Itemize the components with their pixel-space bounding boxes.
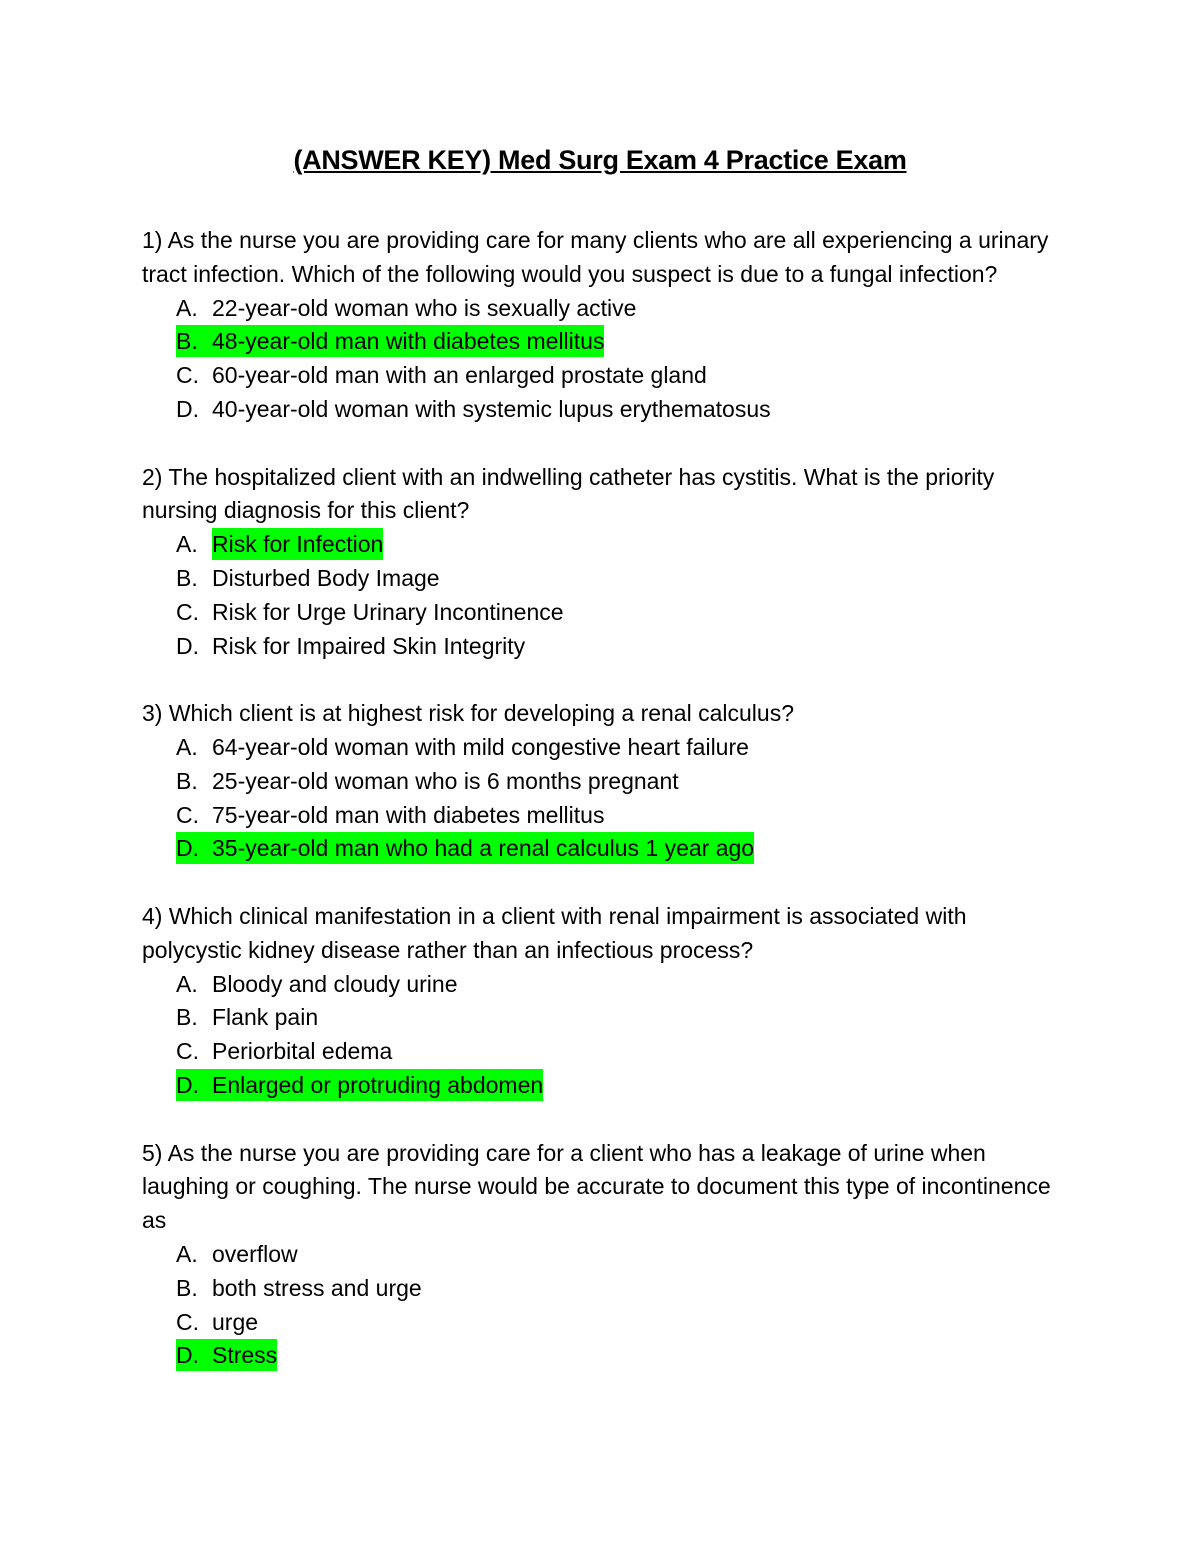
option-letter: A. [176, 970, 198, 997]
option-4d-correct-answer [142, 1069, 1072, 1103]
option-letter: C. [176, 801, 199, 828]
option-text: 75-year-old man with diabetes mellitus [212, 801, 605, 828]
option-1b-correct-answer [142, 325, 1072, 359]
answer-highlight: Risk for Infection [212, 528, 383, 560]
option-2a-correct-answer [142, 528, 1072, 562]
option-2c [142, 596, 1072, 630]
option-text: overflow [212, 1240, 298, 1267]
option-text: Stress [212, 1342, 278, 1369]
option-text: 40-year-old woman with systemic lupus erythematosus [212, 395, 771, 422]
option-text: Periorbital edema [212, 1038, 393, 1065]
option-text: 48-year-old man with diabetes mellitus [212, 328, 605, 355]
option-text: Flank pain [212, 1004, 319, 1031]
question-4 [142, 900, 1072, 1103]
option-4a [142, 968, 1072, 1002]
option-2d [142, 630, 1072, 664]
question-4-options [142, 968, 1072, 1103]
option-letter: C. [176, 1308, 199, 1335]
question-1 [142, 224, 1072, 427]
question-1-options [142, 292, 1072, 427]
answer-highlight [176, 1069, 543, 1101]
answer-highlight [176, 1339, 277, 1371]
question-5 [142, 1137, 1072, 1374]
question-2-options [142, 528, 1072, 663]
option-5a [142, 1238, 1072, 1272]
document-title: (ANSWER KEY) Med Surg Exam 4 Practice Exam [293, 145, 907, 175]
option-5b [142, 1272, 1072, 1306]
option-letter: B. [176, 1004, 198, 1031]
option-letter: D. [176, 1342, 199, 1369]
question-3 [142, 697, 1072, 866]
option-text: both stress and urge [212, 1274, 422, 1301]
question-2-text: 2) The hospitalized client with an indwelling catheter has cystitis. What is the priority nursing diagnosis for this client? [142, 463, 995, 524]
question-5-options [142, 1238, 1072, 1373]
option-1c [142, 359, 1072, 393]
option-letter: C. [176, 598, 199, 625]
option-1a [142, 292, 1072, 326]
question-5-text: 5) As the nurse you are providing care for a client who has a leakage of urine when laughing or coughing. The nurse would be accurate to document this type of incontinence as [142, 1139, 1051, 1234]
option-5c [142, 1306, 1072, 1340]
question-2 [142, 461, 1072, 664]
option-letter: A. [176, 733, 198, 760]
option-text: Enlarged or protruding abdomen [212, 1071, 544, 1098]
option-2b [142, 562, 1072, 596]
option-5d-correct-answer [142, 1339, 1072, 1373]
question-4-text: 4) Which clinical manifestation in a client with renal impairment is associated with polycystic kidney disease rather than an infectious process? [142, 902, 967, 963]
option-text: 22-year-old woman who is sexually active [212, 294, 637, 321]
option-text: 25-year-old woman who is 6 months pregnant [212, 767, 679, 794]
question-3-options [142, 731, 1072, 866]
option-text: 60-year-old man with an enlarged prostate gland [212, 362, 707, 389]
option-text: Risk for Impaired Skin Integrity [212, 632, 526, 659]
option-3a [142, 731, 1072, 765]
option-letter: A. [176, 1240, 198, 1267]
option-letter: B. [176, 1274, 198, 1301]
option-letter: B. [176, 564, 198, 591]
question-list [142, 224, 1072, 1407]
option-letter: D. [176, 1071, 199, 1098]
option-letter: A. [176, 531, 198, 558]
option-text: Bloody and cloudy urine [212, 970, 458, 997]
option-letter: A. [176, 294, 198, 321]
question-3-text: 3) Which client is at highest risk for developing a renal calculus? [142, 700, 794, 727]
option-3b [142, 765, 1072, 799]
option-4b [142, 1001, 1072, 1035]
option-text: 35-year-old man who had a renal calculus 1 year ago [212, 835, 755, 862]
option-1d [142, 393, 1072, 427]
answer-highlight [176, 832, 754, 864]
option-4c [142, 1035, 1072, 1069]
option-3d-correct-answer [142, 832, 1072, 866]
answer-highlight [176, 325, 604, 357]
option-letter: D. [176, 835, 199, 862]
option-text: Disturbed Body Image [212, 564, 440, 591]
option-letter: D. [176, 395, 199, 422]
option-letter: C. [176, 1038, 199, 1065]
option-letter: B. [176, 328, 198, 355]
option-3c [142, 799, 1072, 833]
option-text: urge [212, 1308, 259, 1335]
option-text: 64-year-old woman with mild congestive heart failure [212, 733, 749, 760]
option-letter: C. [176, 362, 199, 389]
option-letter: D. [176, 632, 199, 659]
question-1-text: 1) As the nurse you are providing care for many clients who are all experiencing a urinary tract infection. Which of the following would you suspect is due to a fungal infection? [142, 227, 1049, 287]
option-letter: B. [176, 767, 198, 794]
option-text: Risk for Urge Urinary Incontinence [212, 598, 564, 625]
